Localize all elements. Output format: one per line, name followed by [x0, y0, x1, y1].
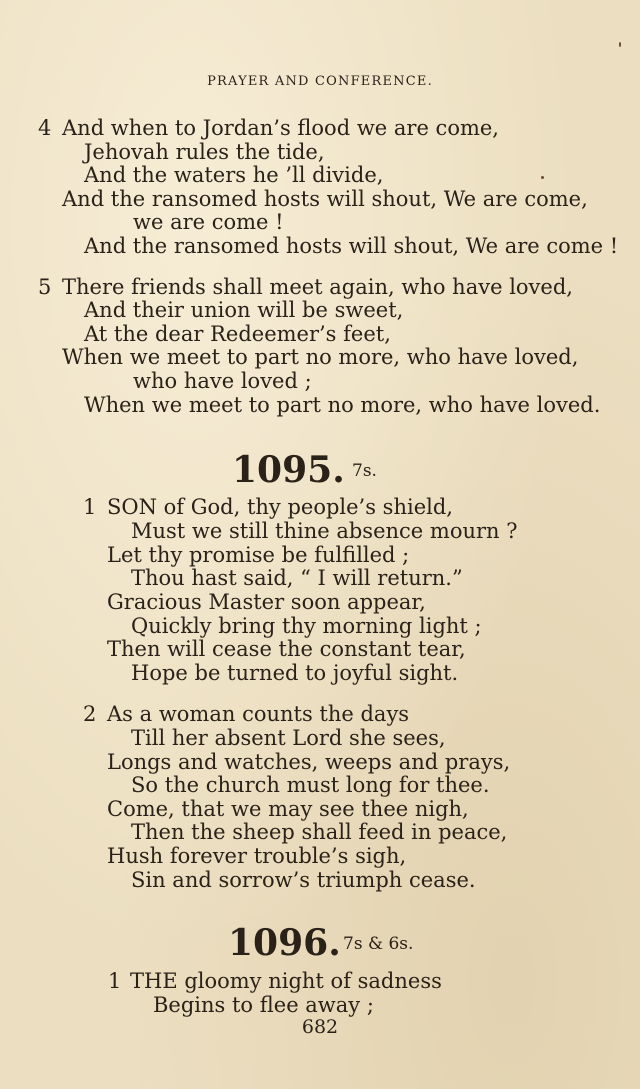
verse-line: And their union will be sweet,	[84, 298, 404, 322]
verse-line: Let thy promise be fulfilled ;	[107, 543, 410, 567]
verse-line: Hope be turned to joyful sight.	[131, 661, 459, 685]
verse-line: Gracious Master soon appear,	[107, 590, 426, 614]
verse-line: So the church must long for thee.	[131, 773, 490, 797]
verse-line: Begins to flee away ;	[153, 993, 374, 1017]
verse-line: Then the sheep shall feed in peace,	[131, 820, 508, 844]
verse-line: There friends shall meet again, who have loved,	[62, 275, 573, 299]
verse-number: 2	[83, 702, 97, 726]
verse-line: SON of God, thy people’s shield,	[107, 495, 453, 519]
running-header: PRAYER AND CONFERENCE.	[207, 74, 433, 89]
verse-number: 1	[108, 969, 122, 993]
verse-number: 5	[38, 275, 52, 299]
hymn-meter: 7s.	[352, 461, 377, 481]
verse-number: 4	[38, 116, 52, 140]
verse-line: THE gloomy night of sadness	[130, 969, 442, 993]
hymn-number: 1096.	[228, 922, 341, 964]
hymn-number: 1095.	[232, 449, 345, 491]
verse-line: And the ransomed hosts will shout, We are come !	[84, 234, 619, 258]
verse-line: Jehovah rules the tide,	[84, 140, 325, 164]
verse-line: who have loved ;	[133, 369, 312, 393]
verse-line: And when to Jordan’s flood we are come,	[62, 116, 499, 140]
verse-line: Then will cease the constant tear,	[107, 637, 466, 661]
verse-line: When we meet to part no more, who have loved.	[84, 393, 601, 417]
verse-line: Thou hast said, “ I will return.”	[131, 566, 463, 590]
verse-line: And the waters he ’ll divide,	[84, 163, 384, 187]
verse-line: Hush forever trouble’s sigh,	[107, 844, 407, 868]
verse-line: At the dear Redeemer’s feet,	[84, 322, 391, 346]
verse-line: As a woman counts the days	[107, 702, 410, 726]
verse-line: When we meet to part no more, who have loved,	[62, 345, 579, 369]
verse-line: And the ransomed hosts will shout, We are come,	[62, 187, 588, 211]
verse-number: 1	[83, 495, 97, 519]
verse-line: Sin and sorrow’s triumph cease.	[131, 868, 476, 892]
verse-line: Must we still thine absence mourn ?	[131, 519, 518, 543]
verse-line: Quickly bring thy morning light ;	[131, 614, 482, 638]
ink-speck	[541, 176, 544, 179]
hymn-meter: 7s & 6s.	[343, 934, 414, 954]
ink-speck	[619, 42, 621, 47]
verse-line: we are come !	[133, 210, 284, 234]
page-number: 682	[301, 1016, 339, 1038]
verse-line: Come, that we may see thee nigh,	[107, 797, 469, 821]
verse-line: Till her absent Lord she sees,	[131, 726, 446, 750]
verse-line: Longs and watches, weeps and prays,	[107, 750, 511, 774]
